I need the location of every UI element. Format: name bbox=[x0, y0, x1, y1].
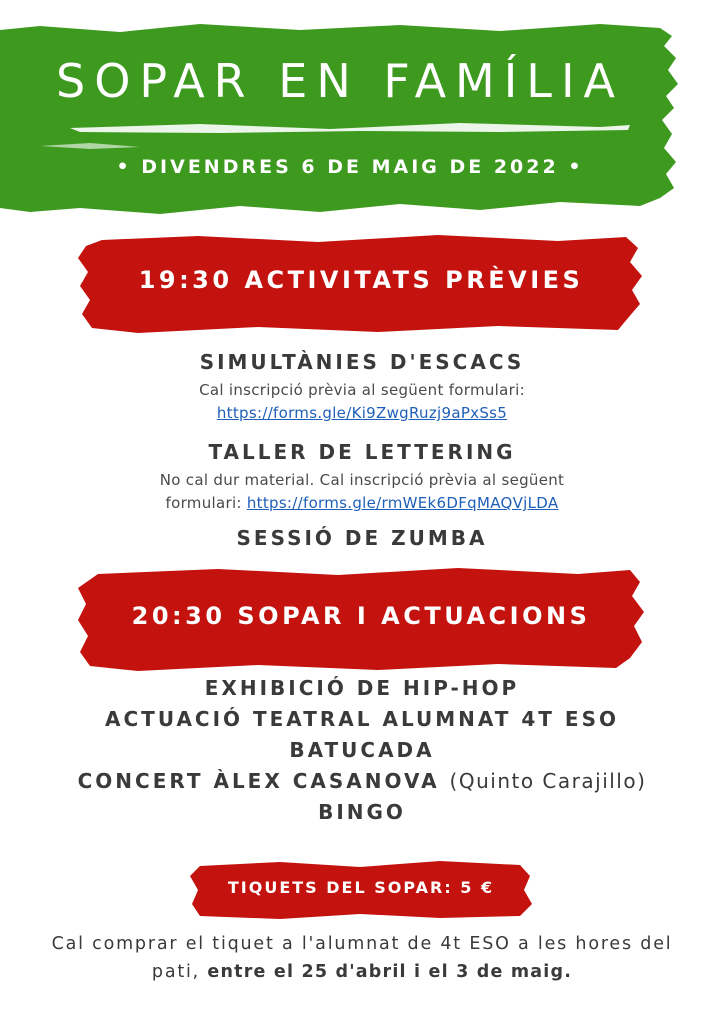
chess-form-link[interactable]: https://forms.gle/Ki9ZwgRuzj9aPxSs5 bbox=[216, 404, 508, 422]
perf-concert: CONCERT ÀLEX CASANOVA bbox=[77, 769, 440, 793]
activity-lettering-link-row bbox=[0, 492, 724, 514]
perf-bingo: BINGO bbox=[318, 800, 406, 824]
activity-chess-link-row bbox=[0, 402, 724, 424]
tickets-label: TIQUETS DEL SOPAR: 5 € bbox=[227, 878, 495, 897]
section-dinner-banner bbox=[78, 566, 644, 672]
header-banner bbox=[0, 22, 680, 218]
lettering-form-link[interactable]: https://forms.gle/rmWEk6DFqMAQVjLDA bbox=[246, 494, 559, 512]
section-activities-banner bbox=[78, 234, 644, 334]
event-date: • DIVENDRES 6 DE MAIG DE 2022 • bbox=[116, 156, 584, 178]
activity-zumba-title: SESSIÓ DE ZUMBA bbox=[236, 526, 488, 550]
tickets-note-dates: entre el 25 d'abril i el 3 de maig. bbox=[207, 962, 573, 982]
perf-theatre: ACTUACIÓ TEATRAL ALUMNAT 4T ESO bbox=[105, 707, 619, 731]
tickets-banner bbox=[190, 860, 532, 920]
page-title: SOPAR EN FAMÍLIA bbox=[56, 54, 624, 108]
perf-concert-note: (Quinto Carajillo) bbox=[449, 769, 647, 793]
section-dinner-heading: 20:30 SOPAR I ACTUACIONS bbox=[131, 602, 591, 630]
tickets-note bbox=[40, 930, 684, 986]
activity-chess-title: SIMULTÀNIES D'ESCACS bbox=[199, 350, 525, 374]
activity-lettering-title: TALLER DE LETTERING bbox=[208, 440, 516, 464]
perf-batucada: BATUCADA bbox=[289, 738, 435, 762]
perf-hiphop: EXHIBICIÓ DE HIP-HOP bbox=[204, 676, 520, 700]
activity-lettering-desc2: formulari: bbox=[165, 494, 247, 512]
activity-lettering-desc: No cal dur material. Cal inscripció prèvia al següent bbox=[159, 471, 565, 489]
activity-chess-desc: Cal inscripció prèvia al següent formulari: bbox=[199, 381, 525, 399]
tickets-note-text: Cal comprar el tiquet a l'alumnat de 4t ESO a les hores del pati, bbox=[51, 934, 673, 982]
perf-concert-row bbox=[0, 769, 724, 793]
green-brush-stroke bbox=[0, 22, 680, 218]
section-activities-heading: 19:30 ACTIVITATS PRÈVIES bbox=[138, 266, 584, 294]
